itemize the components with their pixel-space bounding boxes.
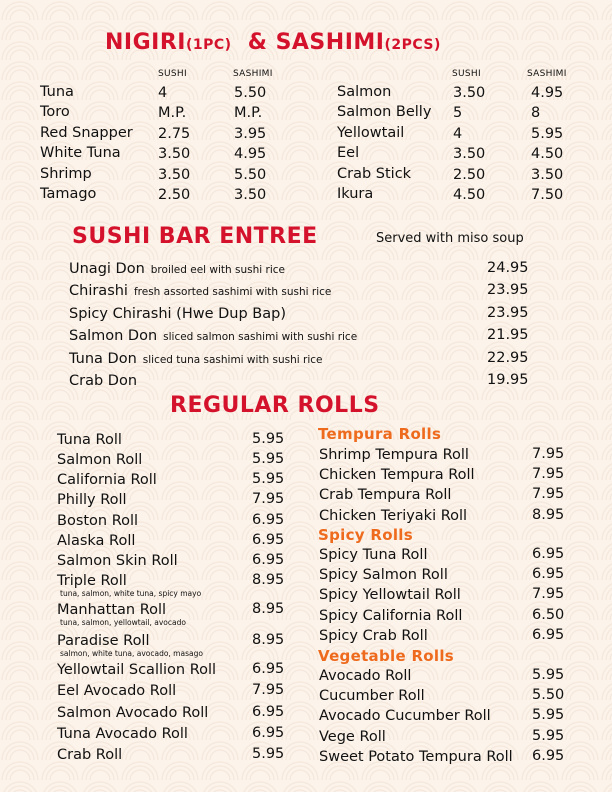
roll-name: Eel Avocado Roll	[57, 683, 177, 699]
roll-price: 5.95	[532, 667, 565, 683]
roll-name: Alaska Roll	[57, 533, 136, 549]
roll-price: 6.95	[252, 661, 285, 677]
roll-name: Spicy Tuna Roll	[319, 547, 428, 563]
roll-price: 6.95	[532, 626, 565, 643]
roll-name: Philly Roll	[57, 492, 127, 508]
roll-name: Chicken Teriyaki Roll	[319, 507, 468, 524]
nigiri-title-pcs: (2PCS)	[384, 37, 441, 53]
roll-name: California Roll	[57, 472, 157, 488]
roll-name: Spicy Crab Roll	[319, 627, 428, 644]
roll-price: 5.95	[252, 451, 285, 467]
nigiri-sushi-price: 3.50	[453, 85, 486, 101]
nigiri-sushi-price: 3.50	[453, 146, 486, 163]
roll-name: Vege Roll	[319, 728, 386, 745]
entree-item-desc: sliced salmon sashimi with sushi rice	[163, 331, 358, 344]
nigiri-sashimi-price: 3.95	[234, 125, 267, 142]
tempura-rolls-heading: Tempura Rolls	[318, 425, 442, 443]
nigiri-item-name: Crab Stick	[337, 165, 412, 182]
entree-item	[69, 348, 323, 369]
nigiri-sashimi-price: 5.50	[234, 85, 267, 101]
entree-item	[69, 258, 285, 279]
entree-item-price: 23.95	[487, 304, 529, 321]
left-col-sushi-header: SUSHI	[158, 69, 187, 79]
entree-item-name: Spicy Chirashi (Hwe Dup Bap)	[69, 305, 286, 322]
nigiri-item-name: Shrimp	[40, 165, 92, 182]
roll-price: 7.95	[252, 682, 285, 698]
nigiri-sushi-price: 5	[453, 105, 463, 122]
entree-item-price: 22.95	[487, 349, 529, 366]
nigiri-title-pc: (1PC)	[185, 37, 232, 53]
nigiri-item-name: White Tuna	[40, 145, 121, 162]
entree-item	[69, 303, 286, 324]
nigiri-sushi-price: 2.50	[453, 166, 486, 183]
roll-name: Chicken Tempura Roll	[319, 467, 475, 484]
nigiri-sashimi-price: 8	[531, 105, 541, 122]
roll-price: 6.95	[252, 704, 285, 720]
nigiri-sashimi-price: 4.50	[531, 146, 564, 163]
nigiri-sashimi-price: 4.95	[234, 146, 267, 163]
roll-name: Sweet Potato Tempura Roll	[319, 748, 513, 765]
nigiri-sashimi-price: 5.50	[234, 166, 267, 183]
roll-name: Tuna Roll	[57, 432, 122, 448]
roll-price: 6.95	[532, 546, 565, 562]
roll-price: 5.95	[252, 431, 285, 447]
roll-name: Manhattan Roll	[57, 602, 167, 618]
roll-price: 5.95	[532, 707, 565, 724]
roll-price: 7.95	[252, 491, 285, 507]
roll-name: Tuna Avocado Roll	[57, 726, 188, 742]
roll-price: 6.95	[532, 747, 565, 764]
nigiri-sushi-price: 2.50	[158, 187, 191, 203]
roll-name: Yellowtail Scallion Roll	[57, 662, 217, 678]
vegetable-rolls-heading: Vegetable Rolls	[318, 647, 455, 665]
entree-note: Served with miso soup	[376, 231, 524, 246]
roll-price: 6.95	[532, 566, 565, 583]
nigiri-sushi-price: 4.50	[453, 187, 486, 203]
entree-item-desc: broiled eel with sushi rice	[150, 264, 285, 276]
roll-name: Crab Tempura Roll	[319, 487, 452, 504]
right-col-sushi-header: SUSHI	[452, 69, 481, 79]
nigiri-sashimi-price: M.P.	[234, 105, 263, 122]
entree-item-price: 23.95	[487, 282, 529, 299]
roll-ingredients: salmon, white tuna, avocado, masago	[60, 649, 203, 658]
entree-item-name: Unagi Don	[69, 261, 145, 277]
entree-item-desc: fresh assorted sashimi with sushi rice	[133, 286, 332, 299]
nigiri-sashimi-price: 5.95	[531, 125, 564, 142]
nigiri-sushi-price: 3.50	[158, 146, 191, 163]
nigiri-item-name: Salmon	[337, 84, 392, 100]
roll-price: 8.95	[252, 601, 285, 617]
left-col-sashimi-header: SASHIMI	[233, 69, 273, 79]
roll-name: Triple Roll	[57, 573, 127, 589]
entree-item-name: Salmon Don	[69, 328, 158, 345]
nigiri-sashimi-title	[105, 30, 441, 55]
roll-price: 6.95	[252, 552, 285, 568]
entree-item-name: Chirashi	[69, 283, 128, 300]
nigiri-item-name: Yellowtail	[337, 124, 405, 141]
entree-item-price: 21.95	[487, 327, 529, 344]
entree-item-name: Tuna Don	[69, 350, 137, 367]
nigiri-item-name: Toro	[40, 104, 70, 121]
nigiri-sushi-price: M.P.	[158, 105, 187, 122]
roll-price: 8.95	[532, 506, 565, 523]
roll-name: Avocado Cucumber Roll	[319, 708, 491, 725]
roll-price: 7.95	[532, 486, 565, 503]
entree-item	[69, 370, 137, 391]
roll-price: 7.95	[532, 446, 565, 462]
roll-price: 5.95	[532, 727, 565, 744]
entree-item-desc: sliced tuna sashimi with sushi rice	[142, 353, 323, 366]
roll-price: 5.50	[532, 687, 565, 704]
roll-price: 7.95	[532, 466, 565, 483]
roll-name: Shrimp Tempura Roll	[319, 447, 469, 463]
entree-item-price: 24.95	[487, 260, 529, 276]
roll-price: 8.95	[252, 632, 285, 648]
roll-price: 6.95	[252, 512, 285, 528]
roll-name: Spicy California Roll	[319, 607, 463, 624]
nigiri-item-name: Tamago	[40, 186, 97, 202]
nigiri-sashimi-price: 3.50	[531, 166, 564, 183]
roll-ingredients: tuna, salmon, yellowtail, avocado	[60, 618, 186, 627]
nigiri-sashimi-price: 3.50	[234, 187, 267, 203]
nigiri-sushi-price: 3.50	[158, 166, 191, 183]
roll-price: 6.95	[252, 725, 285, 741]
roll-price: 7.95	[532, 586, 565, 603]
nigiri-sushi-price: 4	[158, 85, 168, 101]
roll-name: Paradise Roll	[57, 633, 150, 649]
entree-item	[69, 280, 331, 301]
nigiri-sashimi-price: 4.95	[531, 85, 564, 101]
roll-price: 5.95	[252, 471, 285, 487]
nigiri-sushi-price: 4	[453, 125, 463, 142]
nigiri-item-name: Eel	[337, 145, 360, 162]
roll-name: Spicy Salmon Roll	[319, 567, 448, 584]
nigiri-title-sashimi: & SASHIMI	[247, 30, 385, 55]
entree-item-name: Crab Don	[69, 373, 138, 389]
spicy-rolls-heading: Spicy Rolls	[318, 526, 413, 544]
roll-name: Salmon Avocado Roll	[57, 705, 209, 721]
roll-name: Spicy Yellowtail Roll	[319, 587, 461, 604]
nigiri-item-name: Salmon Belly	[337, 104, 432, 121]
roll-name: Avocado Roll	[319, 668, 412, 684]
roll-name: Crab Roll	[57, 747, 123, 763]
nigiri-item-name: Tuna	[40, 84, 74, 100]
entree-item-price: 19.95	[487, 372, 529, 388]
roll-price: 6.50	[532, 606, 565, 623]
nigiri-title-main: NIGIRI	[105, 30, 186, 55]
nigiri-item-name: Ikura	[337, 186, 374, 202]
roll-price: 6.95	[252, 532, 285, 548]
nigiri-sushi-price: 2.75	[158, 125, 191, 142]
entree-title: SUSHI BAR ENTREE	[72, 224, 318, 249]
roll-name: Salmon Roll	[57, 452, 143, 468]
regular-rolls-title: REGULAR ROLLS	[170, 393, 380, 418]
nigiri-sashimi-price: 7.50	[531, 187, 564, 203]
roll-name: Boston Roll	[57, 513, 139, 529]
roll-ingredients: tuna, salmon, white tuna, spicy mayo	[60, 589, 202, 598]
right-col-sashimi-header: SASHIMI	[527, 69, 567, 79]
roll-price: 5.95	[252, 746, 285, 762]
entree-item	[69, 325, 357, 346]
nigiri-item-name: Red Snapper	[40, 124, 133, 141]
roll-name: Cucumber Roll	[319, 688, 425, 705]
roll-price: 8.95	[252, 572, 285, 588]
roll-name: Salmon Skin Roll	[57, 553, 178, 569]
